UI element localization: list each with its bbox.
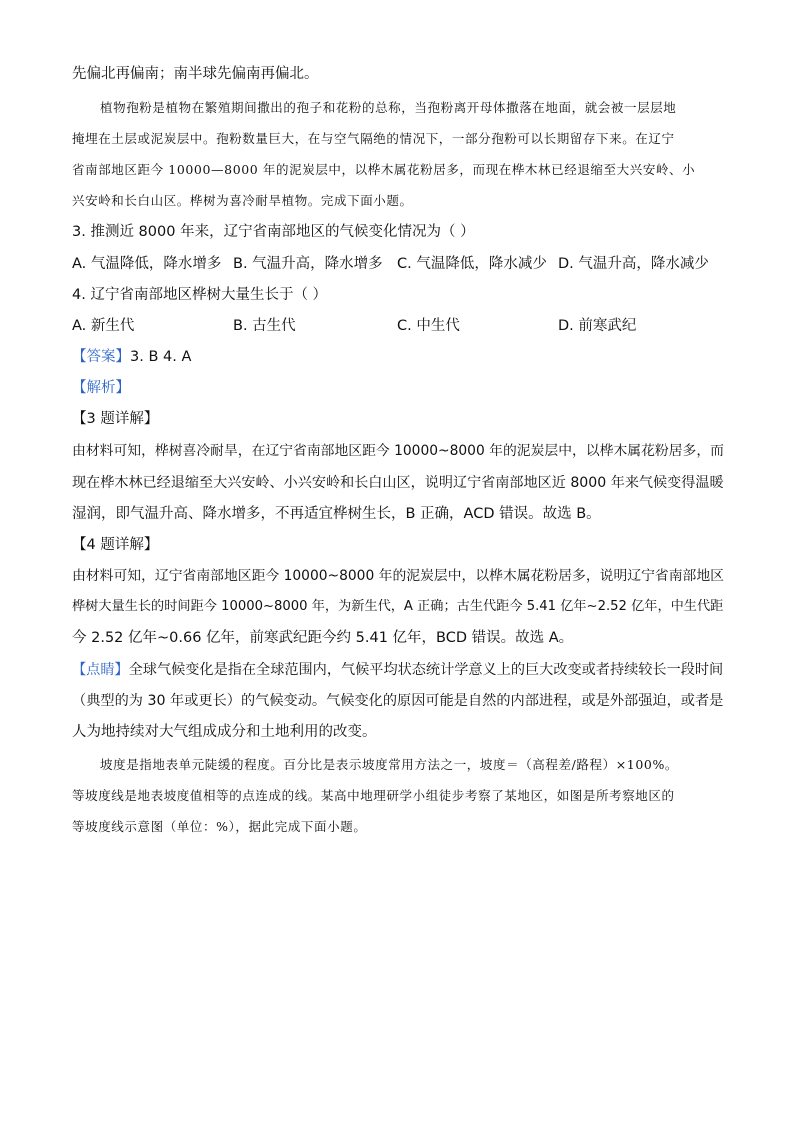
detail4-line1: 由材料可知，辽宁省南部地区距今 10000~8000 年的泥炭层中，以桦木属花粉居多，说明辽宁省南部地区 <box>72 568 724 584</box>
question4-option-c: C. 中生代 <box>397 318 460 334</box>
passage2-line3: 等坡度线示意图（单位：%），据此完成下面小题。 <box>72 819 367 834</box>
tip-line3: 人为地持续对大气组成成分和土地利用的改变。 <box>72 724 377 740</box>
passage2-line1: 坡度是指地表单元陡缓的程度。百分比是表示坡度常用方法之一，坡度＝（高程差/路程）×100%。 <box>100 757 679 772</box>
passage-continuation: 先偏北再偏南；南半球先偏南再偏北。 <box>72 66 319 82</box>
passage1-line1: 植物孢粉是植物在繁殖期间撒出的孢子和花粉的总称，当孢粉离开母体撒落在地面，就会被一层层地 <box>100 100 677 115</box>
detail4-label: 【4 题详解】 <box>72 537 159 553</box>
detail3-line1: 由材料可知，桦树喜冷耐旱，在辽宁省南部地区距今 10000~8000 年的泥炭层中，以桦木属花粉居多，而 <box>72 443 724 459</box>
passage2-line2: 等坡度线是地表坡度值相等的点连成的线。某高中地理研学小组徒步考察了某地区，如图是所考察地区的 <box>72 788 675 803</box>
answer-text: 3. B 4. A <box>130 349 192 365</box>
analysis-line <box>72 378 130 398</box>
detail3-label: 【3 题详解】 <box>72 411 159 427</box>
answer-label: 【答案】 <box>72 349 130 365</box>
passage1-line4: 兴安岭和长白山区。桦树为喜冷耐旱植物。完成下面小题。 <box>72 193 413 208</box>
detail4-line2: 桦树大量生长的时间距今 10000~8000 年，为新生代，A 正确；古生代距今 5.41 亿年~2.52 亿年，中生代距 <box>72 599 724 614</box>
passage1-line2: 掩埋在土层或泥炭层中。孢粉数量巨大，在与空气隔绝的情况下，一部分孢粉可以长期留存下来。在辽宁 <box>72 131 675 146</box>
question3-option-d: D. 气温升高，降水减少 <box>558 256 709 272</box>
question4-option-b: B. 古生代 <box>233 318 296 334</box>
question3-stem: 3. 推测近 8000 年来，辽宁省南部地区的气候变化情况为（ ） <box>72 224 475 240</box>
detail3-line3: 湿润，即气温升高、降水增多，不再适宜桦树生长，B 正确，ACD 错误。故选 B。 <box>72 506 601 522</box>
question3-option-c: C. 气温降低，降水减少 <box>397 256 547 272</box>
question4-stem: 4. 辽宁省南部地区桦树大量生长于（ ） <box>72 287 328 303</box>
question4-option-d: D. 前寒武纪 <box>558 318 637 334</box>
analysis-label: 【解析】 <box>72 380 130 396</box>
detail4-line3: 今 2.52 亿年~0.66 亿年，前寒武纪距今约 5.41 亿年，BCD 错误。故选 A。 <box>72 630 574 646</box>
tip-text-1: 全球气候变化是指在全球范围内，气候平均状态统计学意义上的巨大改变或者持续较长一段时间 <box>128 662 724 678</box>
question3-option-b: B. 气温升高，降水增多 <box>233 256 383 272</box>
answer-line <box>72 347 191 367</box>
tip-label: 【点睛】 <box>72 662 129 678</box>
question3-option-a: A. 气温降低，降水增多 <box>72 256 222 272</box>
detail3-line2: 现在桦木林已经退缩至大兴安岭、小兴安岭和长白山区，说明辽宁省南部地区近 8000 年来气候变得温暖 <box>72 475 724 491</box>
tip-line1 <box>72 660 723 680</box>
tip-line2: （典型的为 30 年或更长）的气候变动。气候变化的原因可能是自然的内部进程，或是外部强迫，或者是 <box>72 693 724 709</box>
question4-option-a: A. 新生代 <box>72 318 135 334</box>
passage1-line3: 省南部地区距今 10000—8000 年的泥炭层中，以桦木属花粉居多，而现在桦木林已经退缩至大兴安岭、小 <box>72 162 696 177</box>
